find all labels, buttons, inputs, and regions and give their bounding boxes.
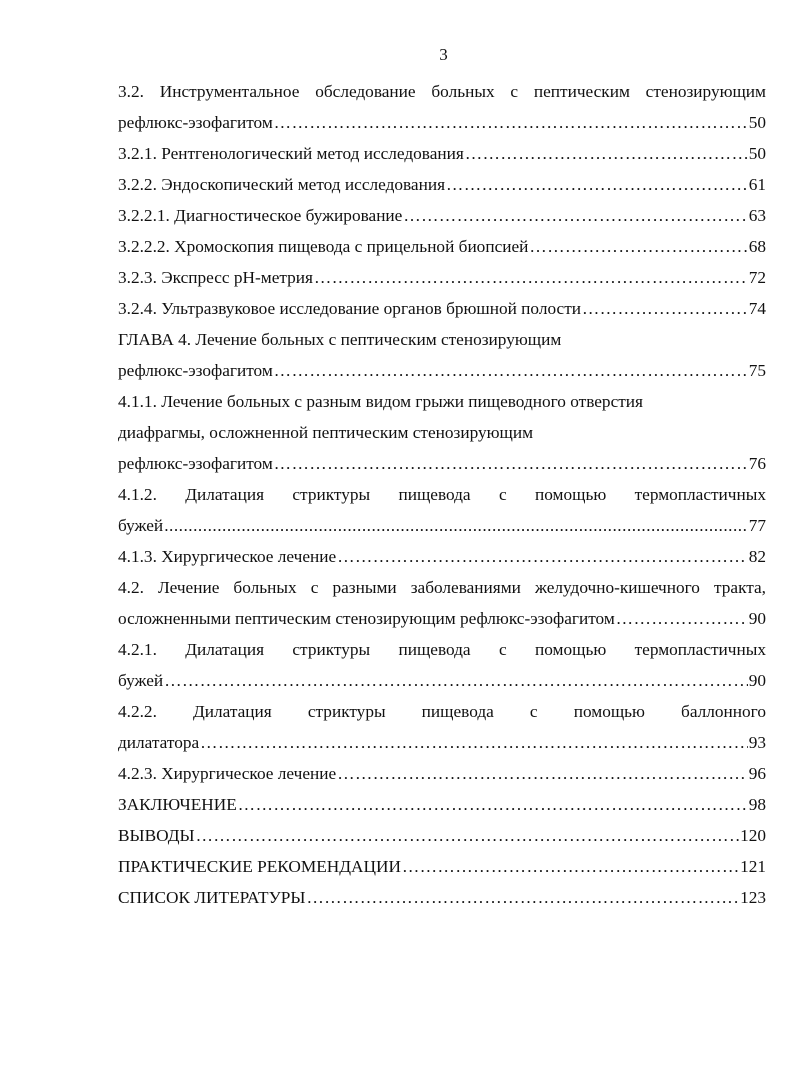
toc-entry-text: дилататора bbox=[118, 733, 200, 752]
toc-entry-chapter-4-line2 bbox=[118, 355, 766, 386]
toc-entry-3-2-4 bbox=[118, 293, 766, 324]
toc-page-number: 96 bbox=[748, 764, 766, 783]
dot-leader bbox=[238, 789, 748, 820]
toc-entry-recommendations bbox=[118, 851, 766, 882]
toc-entry-4-2-1-line2 bbox=[118, 665, 766, 696]
dot-leader bbox=[616, 603, 748, 634]
toc-entry-text: 3.2.2. Эндоскопический метод исследования bbox=[118, 175, 446, 194]
toc-page-number: 93 bbox=[748, 733, 766, 752]
toc-entry-chapter-4-line1: ГЛАВА 4. Лечение больных с пептическим стенозирующим bbox=[118, 330, 562, 349]
toc-page-number: 82 bbox=[748, 547, 766, 566]
toc-entry-text: 3.2.2.1. Диагностическое бужирование bbox=[118, 206, 403, 225]
dot-leader bbox=[307, 882, 740, 913]
toc-page-number: 121 bbox=[740, 857, 766, 876]
toc-page-number: 68 bbox=[748, 237, 766, 256]
toc-entry-text: рефлюкс-эзофагитом bbox=[118, 361, 273, 380]
toc-entry-4-2-3 bbox=[118, 758, 766, 789]
toc-entry-3-2-2-2 bbox=[118, 231, 766, 262]
toc-entry-text: ЗАКЛЮЧЕНИЕ bbox=[118, 795, 237, 814]
toc-entry-text: 3.2.4. Ультразвуковое исследование органов брюшной полости bbox=[118, 299, 582, 318]
toc-page-number: 74 bbox=[748, 299, 766, 318]
dot-leader bbox=[196, 820, 739, 851]
toc-entry-text: бужей bbox=[118, 671, 164, 690]
toc-page-number: 77 bbox=[748, 516, 766, 535]
toc-entry-4-2-line1: 4.2. Лечение больных с разными заболеваниями желудочно-кишечного тракта, bbox=[118, 578, 766, 597]
dot-leader bbox=[200, 727, 748, 758]
page-number: 3 bbox=[439, 45, 448, 64]
toc-entry-4-2-2-line1: 4.2.2. Дилатация стриктуры пищевода с помощью баллонного bbox=[118, 702, 766, 721]
toc-entry-text: 3.2.2.2. Хромоскопия пищевода с прицельной биопсией bbox=[118, 237, 529, 256]
toc-page-number: 75 bbox=[748, 361, 766, 380]
toc-page-number: 72 bbox=[748, 268, 766, 287]
toc-page-number: 120 bbox=[740, 826, 766, 845]
dot-leader bbox=[402, 851, 739, 882]
toc-entry-4-2-line2 bbox=[118, 603, 766, 634]
toc-entry-findings bbox=[118, 820, 766, 851]
dot-leader bbox=[164, 665, 748, 696]
toc-entry-text: рефлюкс-эзофагитом bbox=[118, 454, 273, 473]
toc-entry-text: ВЫВОДЫ bbox=[118, 826, 195, 845]
dot-leader bbox=[274, 448, 748, 479]
dot-leader bbox=[337, 758, 748, 789]
toc-entry-3-2-line2 bbox=[118, 107, 766, 138]
toc-entry-references bbox=[118, 882, 766, 913]
toc-entry-text: 4.1.3. Хирургическое лечение bbox=[118, 547, 337, 566]
toc-entry-text: СПИСОК ЛИТЕРАТУРЫ bbox=[118, 888, 306, 907]
toc-entry-text: 3.2.1. Рентгенологический метод исследования bbox=[118, 144, 464, 163]
toc-page-number: 50 bbox=[748, 144, 766, 163]
toc-page-number: 63 bbox=[748, 206, 766, 225]
toc-entry-4-1-1-line2: диафрагмы, осложненной пептическим стенозирующим bbox=[118, 423, 534, 442]
dot-leader bbox=[274, 355, 748, 386]
dot-leader bbox=[164, 510, 748, 541]
toc-entry-4-2-2-line2 bbox=[118, 727, 766, 758]
toc-entry-4-1-1-line1: 4.1.1. Лечение больных с разным видом грыжи пищеводного отверстия bbox=[118, 392, 643, 411]
toc-entry-text: ПРАКТИЧЕСКИЕ РЕКОМЕНДАЦИИ bbox=[118, 857, 401, 876]
dot-leader bbox=[274, 107, 748, 138]
toc-entry-3-2-line1: 3.2. Инструментальное обследование больных с пептическим стенозирующим bbox=[118, 82, 766, 101]
toc-page-number: 50 bbox=[748, 113, 766, 132]
toc-entry-3-2-3 bbox=[118, 262, 766, 293]
toc-entry-4-1-1-line3 bbox=[118, 448, 766, 479]
toc-entry-4-1-2-line2 bbox=[118, 510, 766, 541]
dot-leader bbox=[337, 541, 748, 572]
toc-entry-text: 4.2.3. Хирургическое лечение bbox=[118, 764, 337, 783]
table-of-contents bbox=[118, 76, 766, 913]
toc-entry-4-2-1-line1: 4.2.1. Дилатация стриктуры пищевода с помощью термопластичных bbox=[118, 640, 766, 659]
toc-entry-3-2-1 bbox=[118, 138, 766, 169]
dot-leader bbox=[465, 138, 748, 169]
toc-entry-text: рефлюкс-эзофагитом bbox=[118, 113, 273, 132]
dot-leader bbox=[582, 293, 748, 324]
toc-page-number: 98 bbox=[748, 795, 766, 814]
toc-entry-text: бужей bbox=[118, 516, 164, 535]
toc-page-number: 90 bbox=[748, 609, 766, 628]
toc-entry-text: 3.2.3. Экспресс рН-метрия bbox=[118, 268, 313, 287]
toc-entry-4-1-3 bbox=[118, 541, 766, 572]
toc-entry-3-2-2-1 bbox=[118, 200, 766, 231]
toc-page-number: 123 bbox=[740, 888, 766, 907]
toc-page-number: 76 bbox=[748, 454, 766, 473]
toc-entry-3-2-2 bbox=[118, 169, 766, 200]
toc-entry-conclusion bbox=[118, 789, 766, 820]
toc-entry-text: осложненными пептическим стенозирующим рефлюкс-эзофагитом bbox=[118, 609, 615, 628]
dot-leader bbox=[403, 200, 747, 231]
dot-leader bbox=[529, 231, 747, 262]
toc-page-number: 90 bbox=[748, 671, 766, 690]
toc-entry-4-1-2-line1: 4.1.2. Дилатация стриктуры пищевода с помощью термопластичных bbox=[118, 485, 766, 504]
dot-leader bbox=[446, 169, 748, 200]
toc-page-number: 61 bbox=[748, 175, 766, 194]
dot-leader bbox=[314, 262, 748, 293]
